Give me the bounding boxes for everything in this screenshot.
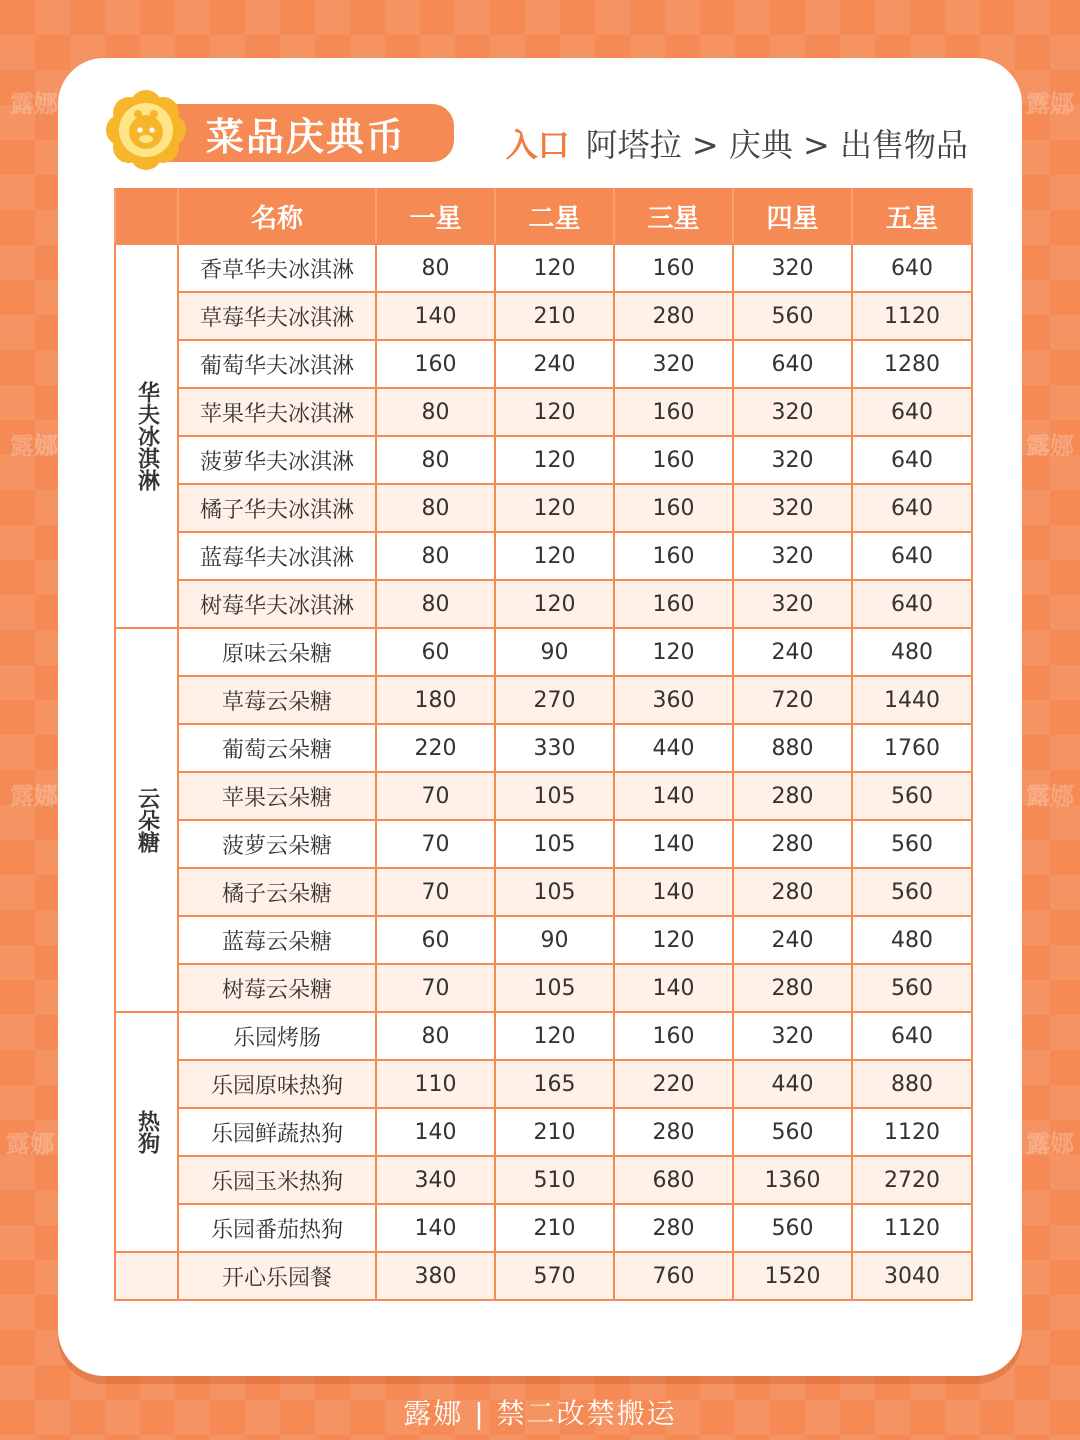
watermark: 露娜 <box>1026 432 1074 460</box>
table-row <box>115 820 972 868</box>
price-cell: 240 <box>733 916 852 964</box>
category-label <box>115 1252 178 1300</box>
price-cell: 360 <box>614 676 733 724</box>
price-cell: 240 <box>733 628 852 676</box>
price-cell: 380 <box>376 1252 495 1300</box>
price-cell: 120 <box>495 532 614 580</box>
price-cell: 280 <box>614 292 733 340</box>
table-row <box>115 676 972 724</box>
price-cell: 165 <box>495 1060 614 1108</box>
footer-notice: 露娜 | 禁二改禁搬运 <box>403 1397 677 1430</box>
table-row <box>115 1204 972 1252</box>
item-name: 菠萝华夫冰淇淋 <box>178 436 376 484</box>
price-cell: 160 <box>614 1012 733 1060</box>
price-cell: 320 <box>733 580 852 628</box>
item-name: 草莓华夫冰淇淋 <box>178 292 376 340</box>
table-row <box>115 916 972 964</box>
table-row <box>115 1060 972 1108</box>
price-cell: 160 <box>614 436 733 484</box>
item-name: 蓝莓云朵糖 <box>178 916 376 964</box>
watermark: 露娜 <box>1026 782 1074 810</box>
table-row <box>115 244 972 292</box>
price-cell: 640 <box>852 244 972 292</box>
price-cell: 560 <box>852 868 972 916</box>
price-cell: 1520 <box>733 1252 852 1300</box>
price-cell: 140 <box>376 1108 495 1156</box>
watermark: 露娜 <box>6 1130 54 1158</box>
price-cell: 140 <box>614 964 733 1012</box>
entry-label: 入口 <box>505 126 570 164</box>
price-cell: 105 <box>495 868 614 916</box>
price-cell: 120 <box>495 484 614 532</box>
price-cell: 140 <box>376 1204 495 1252</box>
table-header-row <box>115 189 972 244</box>
price-cell: 120 <box>495 388 614 436</box>
price-cell: 280 <box>733 820 852 868</box>
price-cell: 480 <box>852 628 972 676</box>
item-name: 树莓华夫冰淇淋 <box>178 580 376 628</box>
price-cell: 80 <box>376 244 495 292</box>
price-cell: 160 <box>614 484 733 532</box>
price-cell: 140 <box>614 868 733 916</box>
price-cell: 220 <box>376 724 495 772</box>
breadcrumb <box>506 118 968 168</box>
item-name: 树莓云朵糖 <box>178 964 376 1012</box>
price-cell: 1120 <box>852 1108 972 1156</box>
price-cell: 1440 <box>852 676 972 724</box>
price-cell: 105 <box>495 772 614 820</box>
price-cell: 105 <box>495 820 614 868</box>
price-cell: 270 <box>495 676 614 724</box>
price-cell: 320 <box>733 388 852 436</box>
price-cell: 510 <box>495 1156 614 1204</box>
price-cell: 560 <box>852 772 972 820</box>
price-cell: 160 <box>614 580 733 628</box>
price-cell: 280 <box>614 1108 733 1156</box>
table-row <box>115 292 972 340</box>
price-cell: 440 <box>614 724 733 772</box>
price-cell: 160 <box>614 532 733 580</box>
price-cell: 560 <box>733 292 852 340</box>
watermark: 露娜 <box>1026 1130 1074 1158</box>
price-cell: 80 <box>376 580 495 628</box>
price-cell: 640 <box>852 1012 972 1060</box>
price-cell: 120 <box>495 1012 614 1060</box>
price-cell: 320 <box>733 1012 852 1060</box>
price-cell: 640 <box>852 436 972 484</box>
price-cell: 320 <box>614 340 733 388</box>
price-cell: 1120 <box>852 292 972 340</box>
price-cell: 105 <box>495 964 614 1012</box>
item-name: 乐园鲜蔬热狗 <box>178 1108 376 1156</box>
table-row <box>115 436 972 484</box>
price-cell: 90 <box>495 628 614 676</box>
item-name: 香草华夫冰淇淋 <box>178 244 376 292</box>
category-label: 热狗 <box>115 1012 178 1252</box>
item-name: 乐园烤肠 <box>178 1012 376 1060</box>
page-title: 菜品庆典币 <box>206 114 407 159</box>
price-cell: 1120 <box>852 1204 972 1252</box>
table-row <box>115 868 972 916</box>
price-table <box>114 188 973 1301</box>
giraffe-coin-icon <box>106 90 186 170</box>
price-cell: 120 <box>614 916 733 964</box>
item-name: 原味云朵糖 <box>178 628 376 676</box>
price-cell: 2720 <box>852 1156 972 1204</box>
price-cell: 140 <box>614 820 733 868</box>
price-cell: 760 <box>614 1252 733 1300</box>
price-cell: 80 <box>376 436 495 484</box>
price-cell: 320 <box>733 484 852 532</box>
item-name: 苹果云朵糖 <box>178 772 376 820</box>
table-row <box>115 340 972 388</box>
price-cell: 80 <box>376 484 495 532</box>
price-cell: 180 <box>376 676 495 724</box>
price-cell: 440 <box>733 1060 852 1108</box>
item-name: 苹果华夫冰淇淋 <box>178 388 376 436</box>
table-row <box>115 1012 972 1060</box>
price-cell: 320 <box>733 532 852 580</box>
price-cell: 60 <box>376 628 495 676</box>
watermark: 露娜 <box>10 432 58 460</box>
item-name: 乐园玉米热狗 <box>178 1156 376 1204</box>
price-cell: 640 <box>852 532 972 580</box>
price-cell: 640 <box>733 340 852 388</box>
price-cell: 1280 <box>852 340 972 388</box>
price-cell: 640 <box>852 580 972 628</box>
price-cell: 1360 <box>733 1156 852 1204</box>
price-cell: 160 <box>376 340 495 388</box>
price-cell: 280 <box>733 964 852 1012</box>
price-cell: 120 <box>495 580 614 628</box>
column-header: 五星 <box>852 189 972 244</box>
price-cell: 70 <box>376 820 495 868</box>
item-name: 乐园番茄热狗 <box>178 1204 376 1252</box>
price-cell: 340 <box>376 1156 495 1204</box>
table-row <box>115 724 972 772</box>
price-cell: 480 <box>852 916 972 964</box>
price-cell: 210 <box>495 292 614 340</box>
price-cell: 70 <box>376 772 495 820</box>
column-header: 三星 <box>614 189 733 244</box>
price-cell: 120 <box>495 244 614 292</box>
price-cell: 240 <box>495 340 614 388</box>
price-cell: 80 <box>376 532 495 580</box>
price-cell: 320 <box>733 436 852 484</box>
column-header: 四星 <box>733 189 852 244</box>
price-cell: 640 <box>852 388 972 436</box>
entry-route: 阿塔拉 > 庆典 > 出售物品 <box>585 126 968 164</box>
header-corner <box>115 189 178 244</box>
price-cell: 140 <box>614 772 733 820</box>
item-name: 橘子云朵糖 <box>178 868 376 916</box>
price-cell: 680 <box>614 1156 733 1204</box>
item-name: 乐园原味热狗 <box>178 1060 376 1108</box>
price-cell: 140 <box>376 292 495 340</box>
category-label: 云朵糖 <box>115 628 178 1012</box>
price-cell: 1760 <box>852 724 972 772</box>
price-cell: 640 <box>852 484 972 532</box>
price-cell: 70 <box>376 868 495 916</box>
price-cell: 70 <box>376 964 495 1012</box>
watermark: 露娜 <box>10 782 58 810</box>
price-cell: 210 <box>495 1108 614 1156</box>
price-cell: 560 <box>852 820 972 868</box>
price-cell: 210 <box>495 1204 614 1252</box>
table-row <box>115 580 972 628</box>
table-row <box>115 484 972 532</box>
price-cell: 880 <box>733 724 852 772</box>
item-name: 开心乐园餐 <box>178 1252 376 1300</box>
column-header: 名称 <box>178 189 376 244</box>
price-cell: 220 <box>614 1060 733 1108</box>
column-header: 二星 <box>495 189 614 244</box>
table-row <box>115 1252 972 1300</box>
item-name: 葡萄华夫冰淇淋 <box>178 340 376 388</box>
column-header: 一星 <box>376 189 495 244</box>
watermark: 露娜 <box>1026 90 1074 118</box>
table-row <box>115 628 972 676</box>
price-cell: 570 <box>495 1252 614 1300</box>
price-cell: 560 <box>733 1108 852 1156</box>
price-cell: 160 <box>614 244 733 292</box>
price-cell: 880 <box>852 1060 972 1108</box>
table-row <box>115 388 972 436</box>
price-cell: 330 <box>495 724 614 772</box>
category-label: 华夫冰淇淋 <box>115 244 178 628</box>
price-cell: 160 <box>614 388 733 436</box>
item-name: 葡萄云朵糖 <box>178 724 376 772</box>
item-name: 菠萝云朵糖 <box>178 820 376 868</box>
item-name: 草莓云朵糖 <box>178 676 376 724</box>
price-cell: 280 <box>733 868 852 916</box>
price-cell: 3040 <box>852 1252 972 1300</box>
price-cell: 120 <box>614 628 733 676</box>
table-row <box>115 964 972 1012</box>
price-cell: 560 <box>852 964 972 1012</box>
price-cell: 80 <box>376 1012 495 1060</box>
item-name: 橘子华夫冰淇淋 <box>178 484 376 532</box>
item-name: 蓝莓华夫冰淇淋 <box>178 532 376 580</box>
price-cell: 90 <box>495 916 614 964</box>
price-cell: 60 <box>376 916 495 964</box>
watermark: 露娜 <box>10 90 58 118</box>
price-cell: 280 <box>733 772 852 820</box>
price-cell: 720 <box>733 676 852 724</box>
price-cell: 280 <box>614 1204 733 1252</box>
price-cell: 120 <box>495 436 614 484</box>
table-row <box>115 1108 972 1156</box>
table-row <box>115 772 972 820</box>
table-row <box>115 532 972 580</box>
price-cell: 80 <box>376 388 495 436</box>
price-cell: 110 <box>376 1060 495 1108</box>
table-row <box>115 1156 972 1204</box>
price-cell: 320 <box>733 244 852 292</box>
price-cell: 560 <box>733 1204 852 1252</box>
